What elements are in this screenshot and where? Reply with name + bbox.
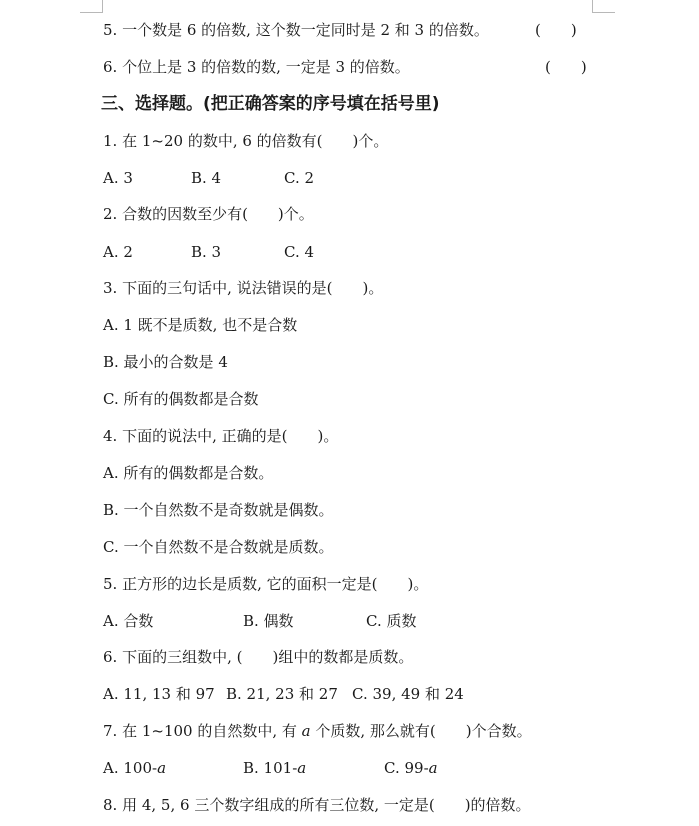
option-a: A. 1 既不是质数, 也不是合数 xyxy=(103,316,298,334)
question-5: 5. 正方形的边长是质数, 它的面积一定是( )。 xyxy=(103,575,429,593)
option-a: A. 合数 xyxy=(103,612,154,630)
option-b: B. 3 xyxy=(191,243,222,261)
option-b xyxy=(243,758,306,778)
variable-a: a xyxy=(301,722,311,740)
question-2: 2. 合数的因数至少有( )个。 xyxy=(103,205,314,223)
option-c-prefix: C. 99- xyxy=(384,759,429,777)
option-b: B. 一个自然数不是奇数就是偶数。 xyxy=(103,501,334,519)
variable-a: a xyxy=(157,759,167,777)
question-1: 1. 在 1~20 的数中, 6 的倍数有( )个。 xyxy=(103,132,389,150)
page-corner-mark-right xyxy=(592,0,615,13)
page-corner-mark-left xyxy=(80,0,103,13)
option-a: A. 11, 13 和 97 xyxy=(103,685,215,703)
option-c: C. 4 xyxy=(284,243,315,261)
option-a xyxy=(103,758,166,778)
question-3: 3. 下面的三句话中, 说法错误的是( )。 xyxy=(103,279,384,297)
option-b: B. 最小的合数是 4 xyxy=(103,353,228,371)
variable-a: a xyxy=(428,759,438,777)
variable-a: a xyxy=(297,759,307,777)
option-c: C. 一个自然数不是合数就是质数。 xyxy=(103,538,334,556)
option-b: B. 21, 23 和 27 xyxy=(226,685,338,703)
option-c: C. 质数 xyxy=(366,612,417,630)
option-a: A. 2 xyxy=(103,243,133,261)
question-7 xyxy=(103,721,532,741)
section-heading: 三、选择题。(把正确答案的序号填在括号里) xyxy=(101,94,440,114)
question-7-text-end: 个质数, 那么就有( )个合数。 xyxy=(310,722,532,740)
option-b: B. 4 xyxy=(191,169,222,187)
option-b: B. 偶数 xyxy=(243,612,294,630)
question-6: 6. 下面的三组数中, ( )组中的数都是质数。 xyxy=(103,648,414,666)
option-a: A. 所有的偶数都是合数。 xyxy=(103,464,274,482)
option-a-prefix: A. 100- xyxy=(103,759,158,777)
question-4: 4. 下面的说法中, 正确的是( )。 xyxy=(103,427,339,445)
answer-paren: ( ) xyxy=(545,58,587,76)
question-8: 8. 用 4, 5, 6 三个数字组成的所有三位数, 一定是( )的倍数。 xyxy=(103,796,531,814)
answer-paren: ( ) xyxy=(535,21,577,39)
option-c: C. 2 xyxy=(284,169,315,187)
option-a: A. 3 xyxy=(103,169,133,187)
option-b-prefix: B. 101- xyxy=(243,759,298,777)
option-c: C. 39, 49 和 24 xyxy=(352,685,464,703)
question-7-text-start: 7. 在 1~100 的自然数中, 有 xyxy=(103,722,302,740)
judge-item-5: 5. 一个数是 6 的倍数, 这个数一定同时是 2 和 3 的倍数。 xyxy=(103,21,489,39)
judge-item-6: 6. 个位上是 3 的倍数的数, 一定是 3 的倍数。 xyxy=(103,58,410,76)
option-c: C. 所有的偶数都是合数 xyxy=(103,390,259,408)
option-c xyxy=(384,758,438,778)
